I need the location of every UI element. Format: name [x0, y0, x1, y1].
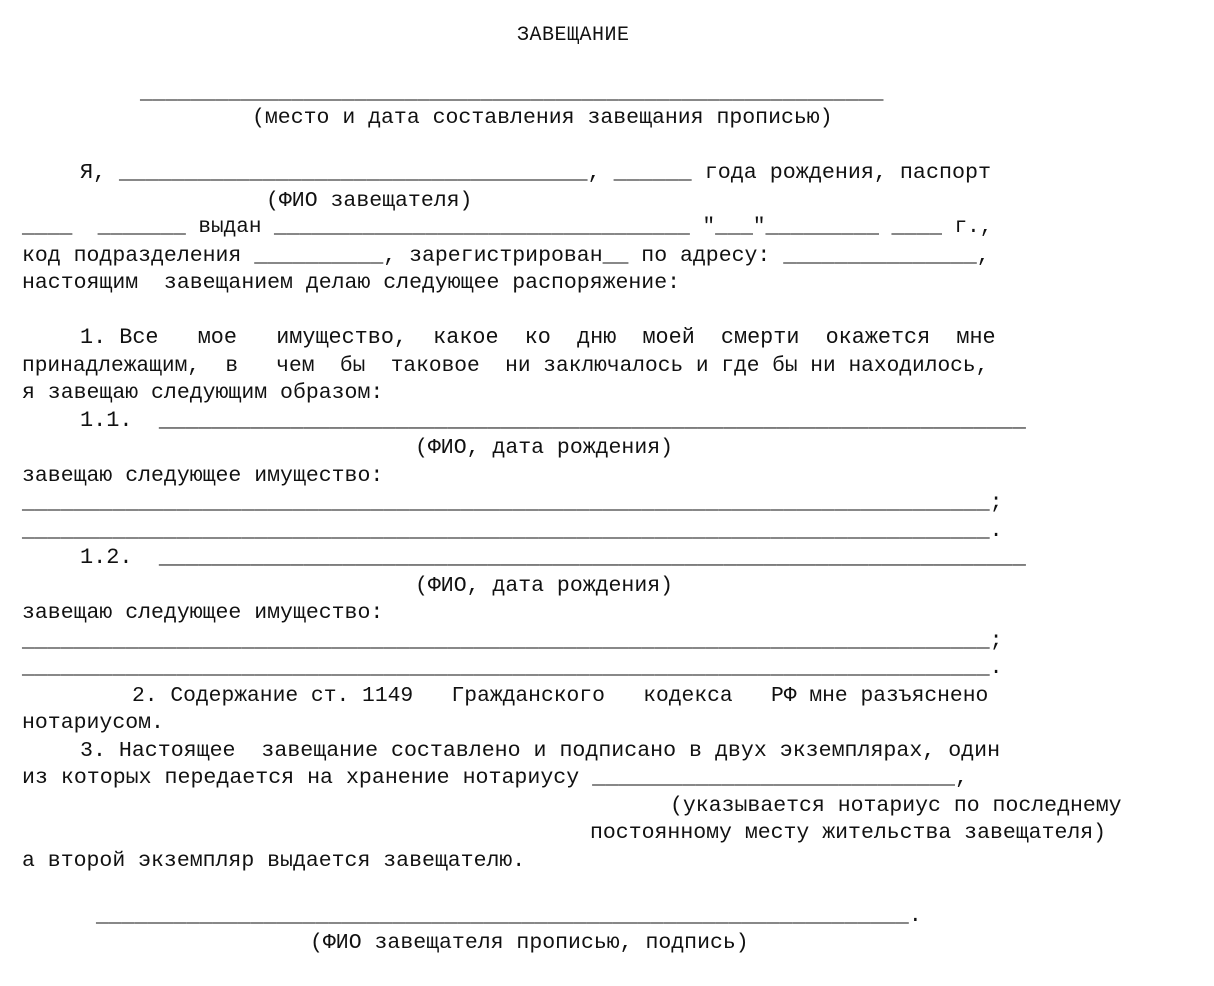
notary-caption-line-2: постоянному месту жительства завещателя) — [590, 821, 1107, 845]
testator-name-caption: (ФИО завещателя) — [266, 189, 473, 213]
heir-2-caption: (ФИО, дата рождения) — [415, 574, 674, 598]
document-title: ЗАВЕЩАНИЕ — [517, 24, 630, 47]
heir-2-property-blank-2: ___________________________________________________________________________. — [22, 656, 1003, 680]
notary-caption-line-1: (указывается нотариус по последнему — [670, 794, 1122, 818]
clause-2-line-2: нотариусом. — [22, 711, 164, 735]
registration-line: код подразделения __________, зарегистрирован__ по адресу: _______________, — [22, 244, 990, 268]
heir-1-property-blank-2: ___________________________________________________________________________. — [22, 519, 1003, 543]
disposition-intro: настоящим завещанием делаю следующее распоряжение: — [22, 271, 681, 295]
second-copy-line: а второй экземпляр выдается завещателю. — [22, 849, 526, 873]
heir-2-line: 1.2. __________________________________________________________________ — [80, 545, 1026, 570]
signature-caption: (ФИО завещателя прописью, подпись) — [310, 931, 749, 955]
clause-3-line-1: 3. Настоящее завещание составлено и подписано в двух экземплярах, один — [80, 739, 1001, 763]
passport-issued-line: ____ _______ выдан _________________________________ "___"_________ ____ г., — [22, 216, 993, 239]
place-date-blank: ___________________________________________________________ — [140, 82, 884, 105]
heir-1-property-label: завещаю следующее имущество: — [22, 464, 384, 488]
clause-3-line-2: из которых передается на хранение нотариусу ____________________________, — [22, 766, 968, 790]
heir-1-line: 1.1. __________________________________________________________________ — [80, 408, 1026, 433]
clause-1-line-2: принадлежащим, в чем бы таковое ни заключалось и где бы ни находилось, — [22, 354, 989, 378]
place-date-caption: (место и дата составления завещания прописью) — [252, 106, 833, 130]
heir-1-caption: (ФИО, дата рождения) — [415, 436, 674, 460]
heir-2-property-label: завещаю следующее имущество: — [22, 601, 384, 625]
heir-2-property-blank-1: ___________________________________________________________________________; — [22, 629, 1003, 653]
heir-1-property-blank-1: ___________________________________________________________________________; — [22, 491, 1003, 515]
clause-2-line-1: 2. Содержание ст. 1149 Гражданского кодекса РФ мне разъяснено — [132, 684, 989, 708]
signature-blank: _______________________________________________________________. — [96, 904, 922, 928]
clause-1-line-3: я завещаю следующим образом: — [22, 381, 384, 405]
testator-line: Я, ____________________________________, ______ года рождения, паспорт — [80, 160, 992, 185]
clause-1-line-1: 1. Все мое имущество, какое ко дню моей смерти окажется мне — [80, 325, 996, 350]
